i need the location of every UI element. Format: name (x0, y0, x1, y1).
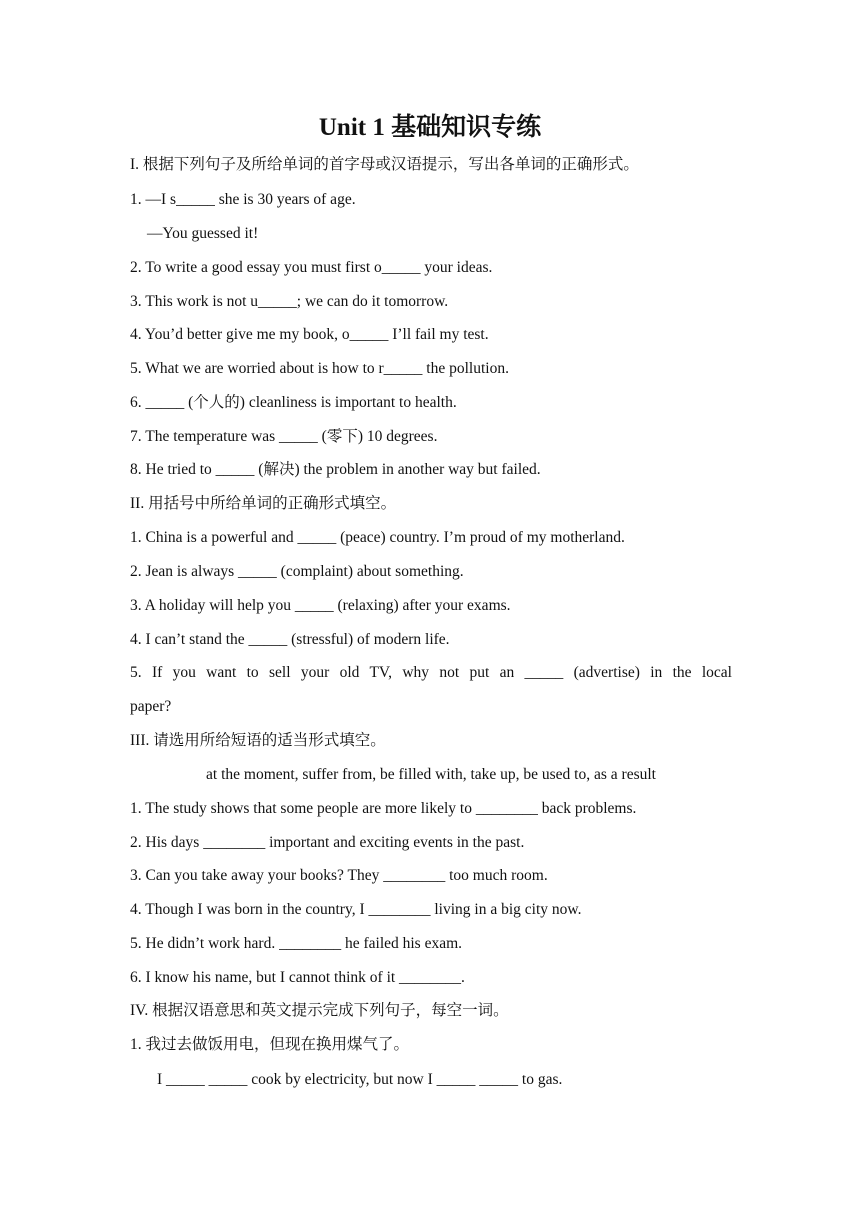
section-1-item-5: 5. What we are worried about is how to r_____ the pollution. (130, 360, 509, 377)
page-title: Unit 1 基础知识专练 (318, 114, 542, 141)
section-3-item-5: 5. He didn’t work hard. ________ he failed his exam. (130, 935, 463, 952)
section-4-heading: IV. 根据汉语意思和英文提示完成下列句子，每空一词。 (130, 1002, 509, 1019)
section-1-item-4: 4. You’d better give me my book, o_____ I’ll fail my test. (130, 326, 489, 343)
section-4-item-1-english: I _____ _____ cook by electricity, but now I _____ _____ to gas. (157, 1071, 563, 1088)
section-2-item-3: 3. A holiday will help you _____ (relaxing) after your exams. (130, 597, 511, 614)
section-3-item-3: 3. Can you take away your books? They ________ too much room. (130, 867, 548, 884)
section-1-item-7: 7. The temperature was _____ (零下) 10 degrees. (130, 428, 438, 445)
section-1-item-1-reply: —You guessed it! (147, 225, 259, 242)
section-3-item-4: 4. Though I was born in the country, I ________ living in a big city now. (130, 901, 582, 918)
section-2-item-1: 1. China is a powerful and _____ (peace) country. I’m proud of my motherland. (130, 529, 625, 546)
section-2-item-2: 2. Jean is always _____ (complaint) about something. (130, 563, 464, 580)
section-3-item-2: 2. His days ________ important and exciting events in the past. (130, 834, 525, 851)
section-2-item-5: 5. If you want to sell your old TV, why not put an _____ (advertise) in the local (130, 664, 732, 681)
section-3-item-6: 6. I know his name, but I cannot think of it ________. (130, 969, 465, 986)
section-1-item-6: 6. _____ (个人的) cleanliness is important to health. (130, 394, 457, 411)
section-1-item-3: 3. This work is not u_____; we can do it tomorrow. (130, 293, 449, 310)
phrase-bank: at the moment, suffer from, be filled with, take up, be used to, as a result (206, 766, 656, 783)
section-1-item-2: 2. To write a good essay you must first o_____ your ideas. (130, 259, 493, 276)
section-1-item-1: 1. —I s_____ she is 30 years of age. (130, 191, 356, 208)
section-2-item-4: 4. I can’t stand the _____ (stressful) of modern life. (130, 631, 450, 648)
section-1-item-8: 8. He tried to _____ (解决) the problem in another way but failed. (130, 461, 541, 478)
section-1-heading: I. 根据下列句子及所给单词的首字母或汉语提示，写出各单词的正确形式。 (130, 156, 639, 173)
section-3-heading: III. 请选用所给短语的适当形式填空。 (130, 732, 386, 749)
section-4-item-1: 1. 我过去做饭用电，但现在换用煤气了。 (130, 1036, 410, 1053)
section-2-heading: II. 用括号中所给单词的正确形式填空。 (130, 495, 397, 512)
section-3-item-1: 1. The study shows that some people are more likely to ________ back problems. (130, 800, 637, 817)
section-2-item-5-cont: paper? (130, 698, 172, 715)
